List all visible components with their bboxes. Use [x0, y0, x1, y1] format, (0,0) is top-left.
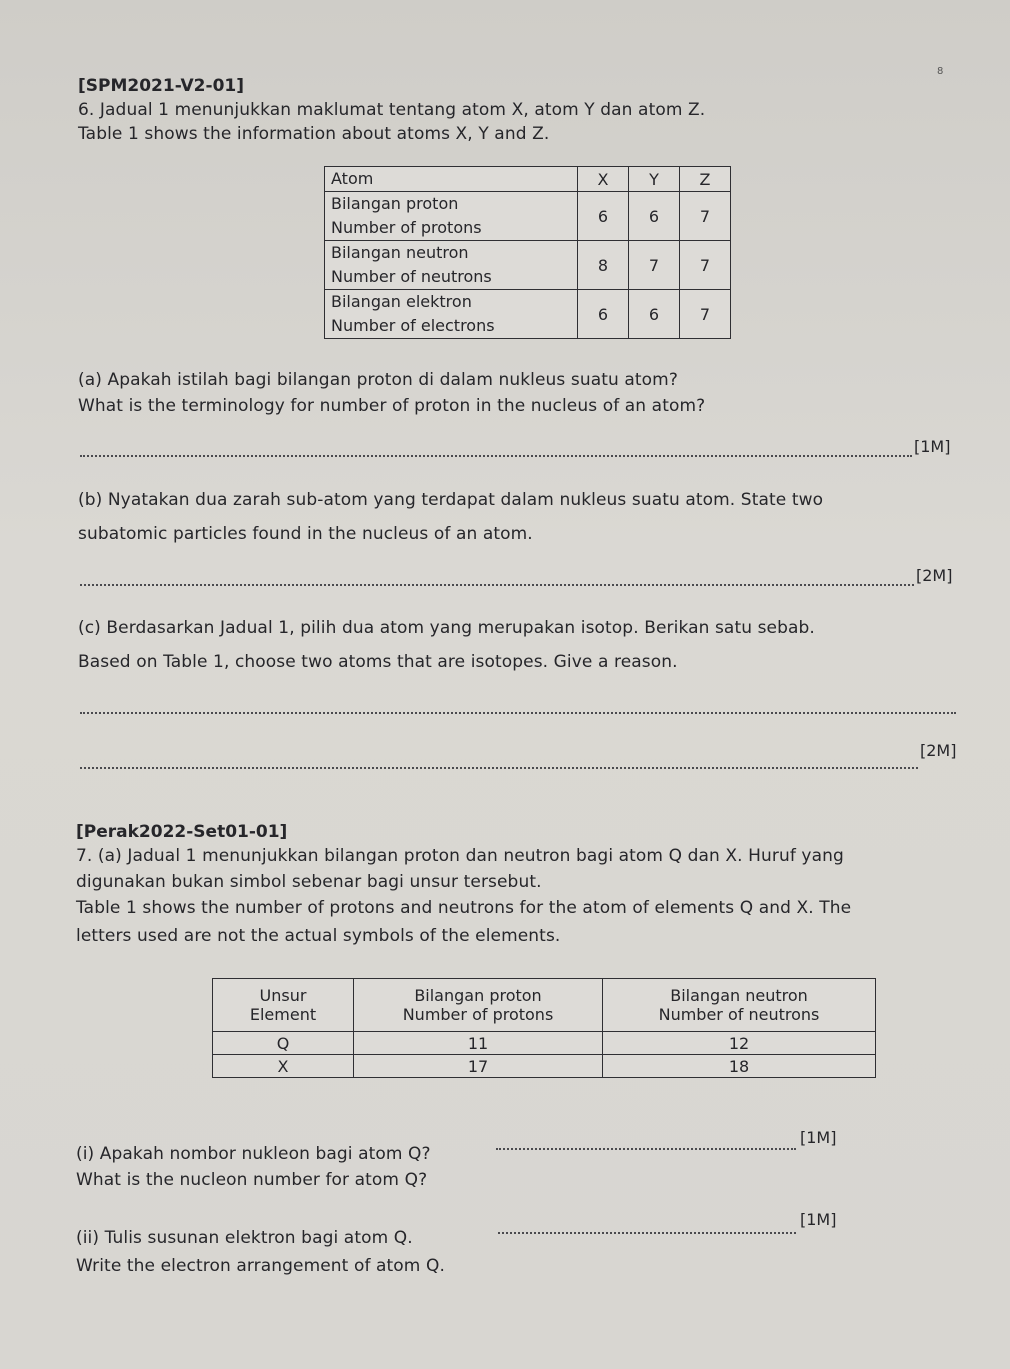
table-cell: 17	[354, 1055, 603, 1078]
q7-stem-line: letters used are not the actual symbols of the elements.	[76, 926, 561, 946]
table-header-cell: Atom	[325, 167, 578, 192]
q7ii-question-en: Write the electron arrangement of atom Q.	[76, 1256, 445, 1276]
table-cell: 7	[680, 290, 731, 339]
q7i-question-ms: (i) Apakah nombor nukleon bagi atom Q?	[76, 1144, 431, 1164]
q6a-question-ms: (a) Apakah istilah bagi bilangan proton di dalam nukleus suatu atom?	[78, 370, 678, 390]
table-cell: 6	[629, 290, 680, 339]
q7i-question-en: What is the nucleon number for atom Q?	[76, 1170, 428, 1190]
table-row	[213, 1032, 876, 1055]
table-row	[325, 241, 731, 290]
q6c-question-ms: (c) Berdasarkan Jadual 1, pilih dua atom yang merupakan isotop. Berikan satu sebab.	[78, 618, 815, 638]
table-cell: 6	[578, 290, 629, 339]
q6-stem-en: Table 1 shows the information about atoms X, Y and Z.	[78, 124, 550, 144]
mark-allocation: [2M]	[916, 566, 953, 585]
table-cell: 7	[680, 241, 731, 290]
table-cell: 8	[578, 241, 629, 290]
q7-stem-line: digunakan bukan simbol sebenar bagi unsur tersebut.	[76, 872, 542, 892]
q6-stem-ms: 6. Jadual 1 menunjukkan maklumat tentang atom X, atom Y dan atom Z.	[78, 100, 706, 120]
q6b-question-en: subatomic particles found in the nucleus of an atom.	[78, 524, 533, 544]
q6b-question-ms: (b) Nyatakan dua zarah sub-atom yang terdapat dalam nukleus suatu atom. State two	[78, 490, 824, 510]
table-header-cell: X	[578, 167, 629, 192]
corner-mark: 8	[937, 66, 944, 77]
answer-line[interactable]	[80, 712, 956, 714]
table-header-cell: Bilangan proton Number of protons	[354, 979, 603, 1032]
answer-line[interactable]	[80, 767, 918, 769]
table-header-cell: Z	[680, 167, 731, 192]
atom-info-table	[324, 166, 731, 339]
element-table	[212, 978, 876, 1078]
row-label: Bilangan elektron Number of electrons	[325, 290, 578, 339]
table-cell: 6	[578, 192, 629, 241]
table-header-cell: Y	[629, 167, 680, 192]
q6-source-tag: [SPM2021-V2-01]	[78, 76, 244, 96]
table-cell: 11	[354, 1032, 603, 1055]
mark-allocation: [1M]	[914, 437, 951, 456]
q6c-question-en: Based on Table 1, choose two atoms that are isotopes. Give a reason.	[78, 652, 678, 672]
table-header-cell: Unsur Element	[213, 979, 354, 1032]
mark-allocation: [1M]	[800, 1210, 837, 1229]
table-cell: 7	[680, 192, 731, 241]
table-row	[325, 290, 731, 339]
answer-line[interactable]	[498, 1232, 796, 1234]
table-row	[325, 192, 731, 241]
table-cell: 12	[603, 1032, 876, 1055]
mark-allocation: [1M]	[800, 1128, 837, 1147]
answer-line[interactable]	[496, 1148, 796, 1150]
answer-line[interactable]	[80, 584, 914, 586]
table-row	[213, 1055, 876, 1078]
table-cell: 7	[629, 241, 680, 290]
q6a-question-en: What is the terminology for number of proton in the nucleus of an atom?	[78, 396, 706, 416]
row-label: Bilangan proton Number of protons	[325, 192, 578, 241]
mark-allocation: [2M]	[920, 741, 957, 760]
table-header-row	[213, 979, 876, 1032]
answer-line[interactable]	[80, 455, 912, 457]
table-cell: X	[213, 1055, 354, 1078]
row-label: Bilangan neutron Number of neutrons	[325, 241, 578, 290]
table-header-row	[325, 167, 731, 192]
q7-source-tag: [Perak2022-Set01-01]	[76, 822, 288, 842]
q7-stem-line: 7. (a) Jadual 1 menunjukkan bilangan proton dan neutron bagi atom Q dan X. Huruf yang	[76, 846, 844, 866]
q7-stem-line: Table 1 shows the number of protons and neutrons for the atom of elements Q and X. The	[76, 898, 852, 918]
table-cell: 18	[603, 1055, 876, 1078]
table-header-cell: Bilangan neutron Number of neutrons	[603, 979, 876, 1032]
table-cell: Q	[213, 1032, 354, 1055]
table-cell: 6	[629, 192, 680, 241]
q7ii-question-ms: (ii) Tulis susunan elektron bagi atom Q.	[76, 1228, 413, 1248]
